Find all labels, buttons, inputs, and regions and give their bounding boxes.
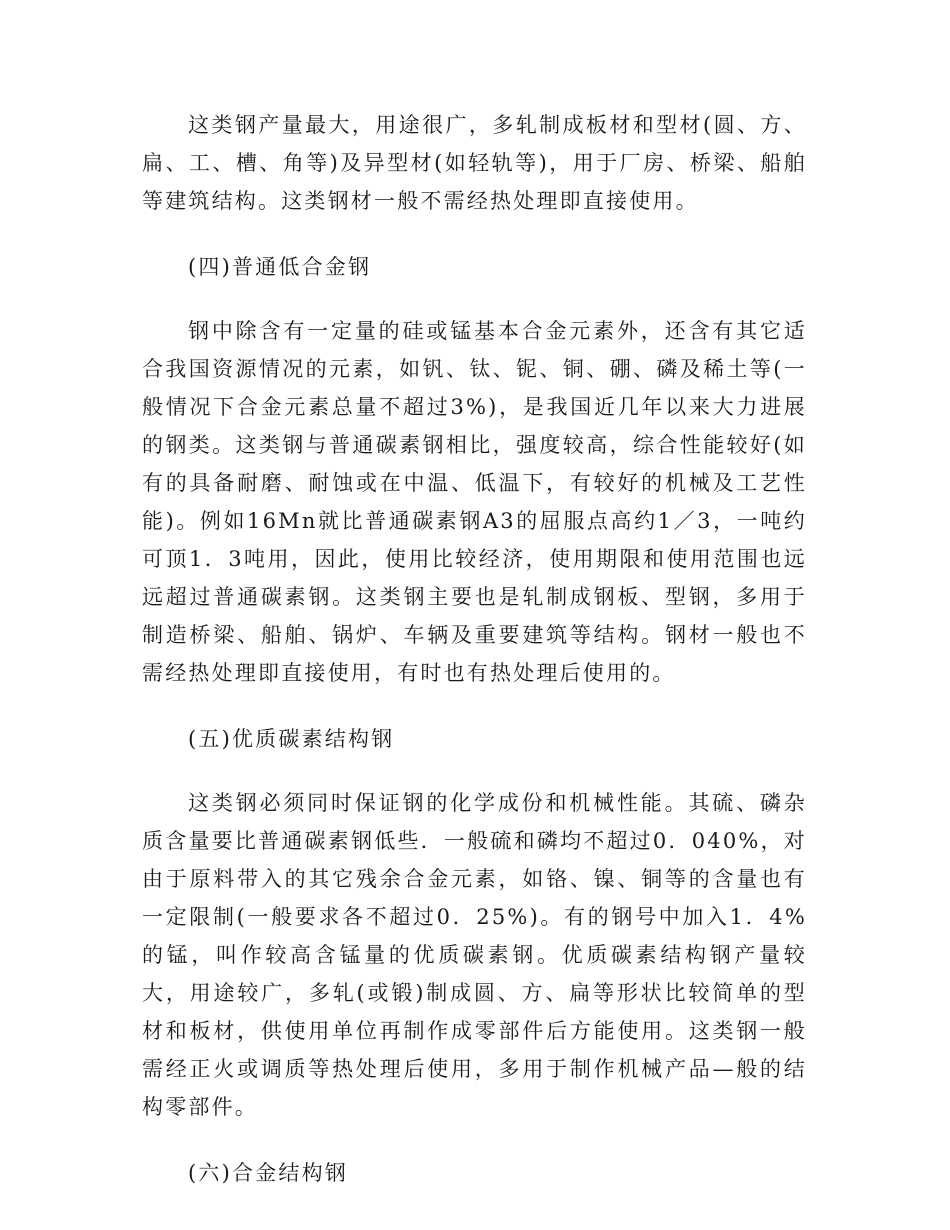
document-body xyxy=(142,106,807,1218)
paragraph-low-alloy-steel: 钢中除含有一定量的硅或锰基本合金元素外，还含有其它适合我国资源情况的元素，如钒、钛、铌、铜、硼、磷及稀土等(一般情况下合金元素总量不超过3%)，是我国近几年以来大力进展的钢类。这类钢与普通碳素钢相比，强度较高，综合性能较好(如有的具备耐磨、耐蚀或在中温、低温下，有较好的机械及工艺性能)。例如16Mn就比普通碳素钢A3的屈服点高约1／3，一吨约可顶1．3吨用，因此，使用比较经济，使用期限和使用范围也远远超过普通碳素钢。这类钢主要也是轧制成钢板、型钢，多用于制造桥梁、船舶、锅炉、车辆及重要建筑等结构。钢材一般也不需经热处理即直接使用，有时也有热处理后使用的。 xyxy=(142,319,807,685)
section-heading-alloy-structural-steel: (六)合金结构钢 xyxy=(188,1161,348,1185)
section-heading-low-alloy-steel: (四)普通低合金钢 xyxy=(188,255,372,279)
paragraph-quality-carbon-steel: 这类钢必须同时保证钢的化学成份和机械性能。其硫、磷杂质含量要比普通碳素钢低些．一般硫和磷均不超过0．040%，对由于原料带入的其它残余合金元素，如铬、镍、铜等的含量也有一定限制(一般要求各不超过0．25%)。有的钢号中加入1．4%的锰，叫作较高含锰量的优质碳素钢。优质碳素结构钢产量较大，用途较广，多轧(或锻)制成圆、方、扁等形状比较简单的型材和板材，供使用单位再制作成零部件后方能使用。这类钢一般需经正火或调质等热处理后使用，多用于制作机械产品—般的结构零部件。 xyxy=(142,791,807,1119)
section-heading-quality-carbon-steel: (五)优质碳素结构钢 xyxy=(188,727,395,751)
paragraph-carbon-steel-usage: 这类钢产量最大，用途很广，多轧制成板材和型材(圆、方、扁、工、槽、角等)及异型材(如轻轨等)，用于厂房、桥梁、船舶等建筑结构。这类钢材一般不需经热处理即直接使用。 xyxy=(142,113,807,213)
